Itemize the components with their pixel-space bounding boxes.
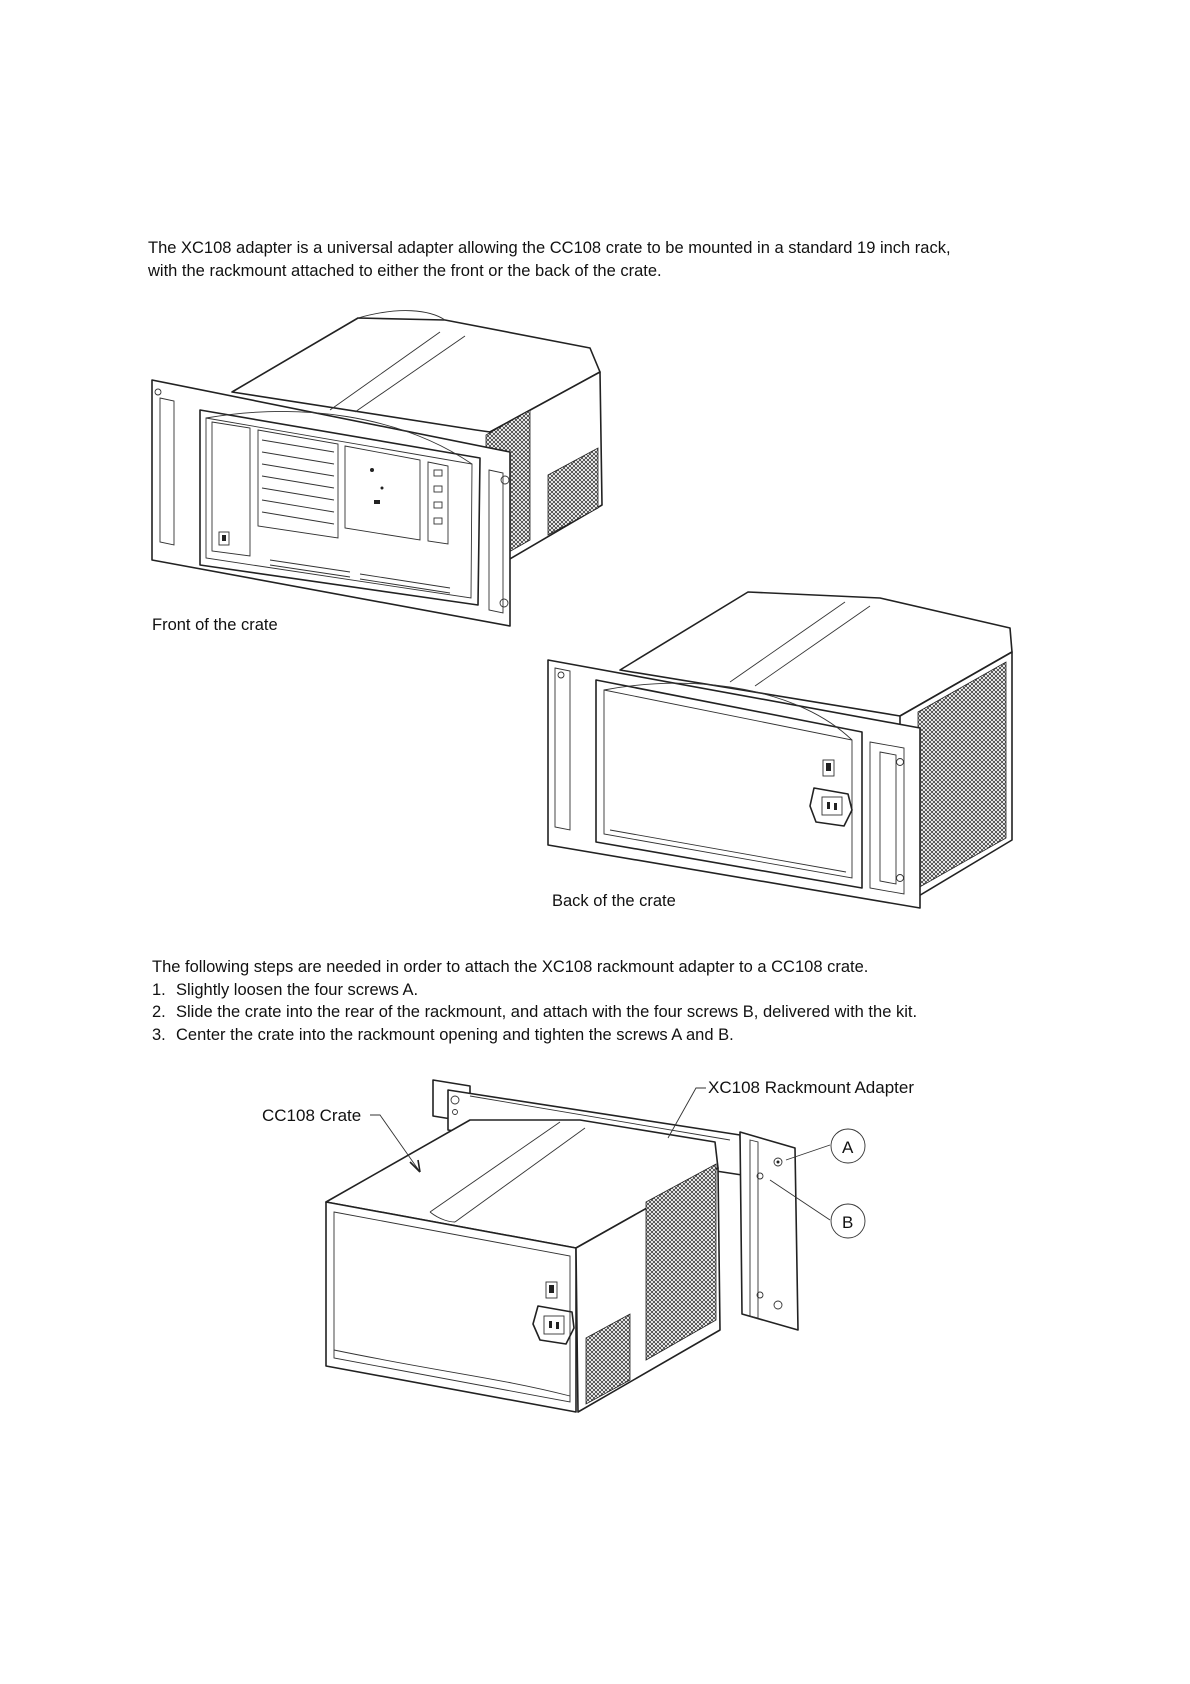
step-number: 3.	[152, 1025, 166, 1044]
intro-line-1: The XC108 adapter is a universal adapter allowing the CC108 crate to be mounted in a standard 19 inch rack,	[148, 239, 951, 257]
steps-intro: The following steps are needed in order to attach the XC108 rackmount adapter to a CC108 crate.	[152, 958, 869, 976]
screw-b-label: B	[842, 1213, 854, 1232]
step-item	[152, 1024, 917, 1047]
step-number: 1.	[152, 980, 166, 999]
steps-list	[152, 979, 917, 1047]
adapter-label: XC108 Rackmount Adapter	[708, 1078, 915, 1097]
screw-a-label: A	[842, 1138, 854, 1157]
intro-line-2: with the rackmount attached to either the front or the back of the crate.	[148, 261, 662, 280]
step-text: Slightly loosen the four screws A.	[176, 980, 419, 999]
intro-paragraph	[148, 237, 951, 282]
assembly-drawing	[326, 1080, 865, 1412]
step-number: 2.	[152, 1003, 166, 1021]
front-caption: Front of the crate	[152, 616, 278, 634]
back-caption: Back of the crate	[552, 892, 676, 910]
step-text: Slide the crate into the rear of the rackmount, and attach with the four screws B, delivered with the kit.	[176, 1003, 918, 1021]
steps-section	[152, 956, 917, 1046]
front-crate-drawing	[152, 311, 602, 626]
back-crate-drawing	[548, 592, 1012, 908]
step-item	[152, 1001, 917, 1024]
crate-label: CC108 Crate	[262, 1106, 362, 1125]
step-item	[152, 979, 917, 1002]
step-text: Center the crate into the rackmount opening and tighten the screws A and B.	[176, 1025, 734, 1044]
